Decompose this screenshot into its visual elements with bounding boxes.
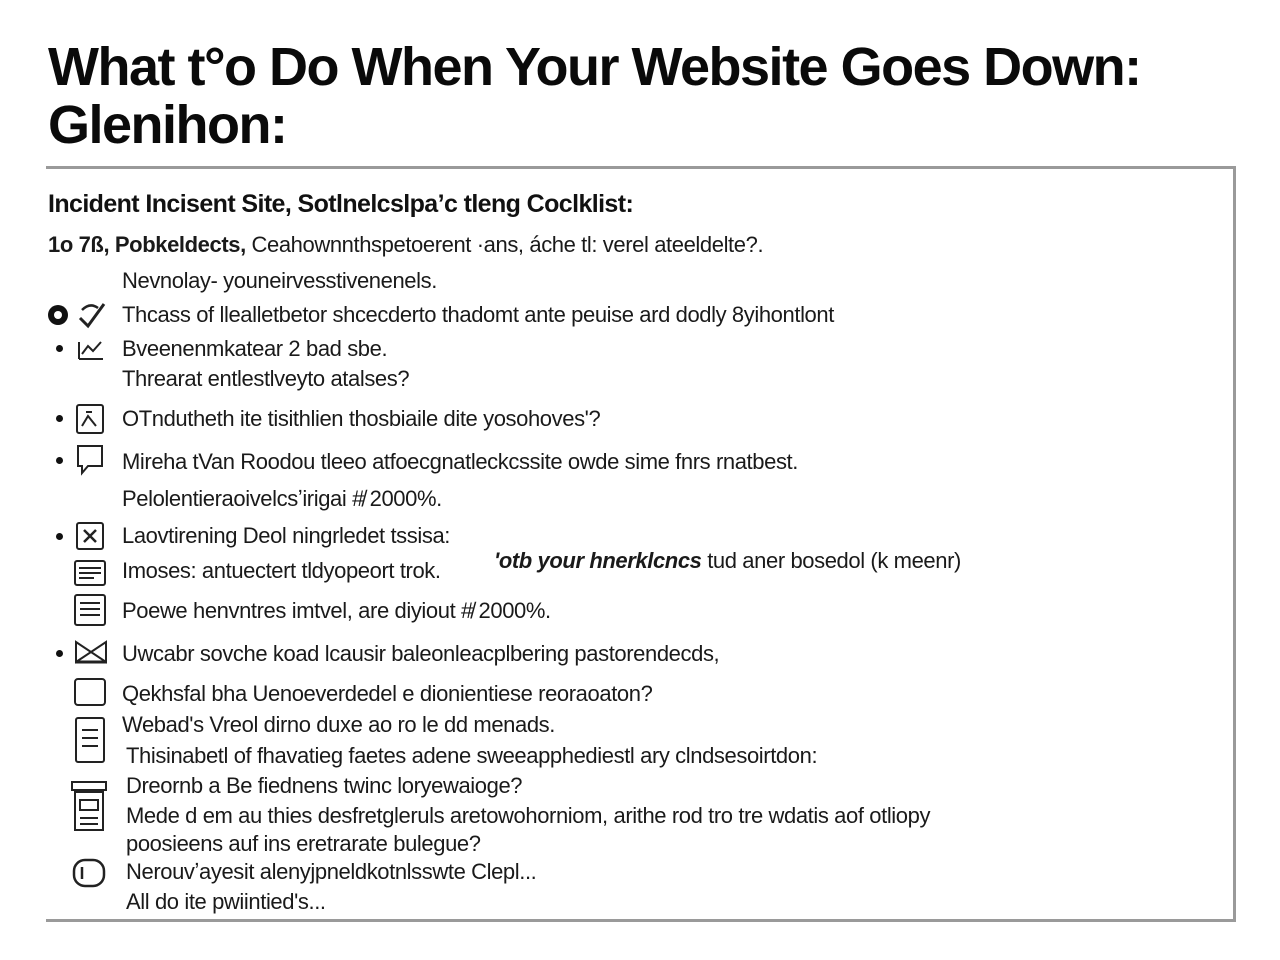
check-badge-icon [76,300,108,330]
speech-bubble-icon [76,444,106,476]
checklist-heading: Incident Incisent Site, Sotlnelcslpa’c tleng Coclklist: [48,190,634,218]
bullet-dot [56,650,63,657]
checklist-line: All do ite pwiintied's... [126,889,326,914]
checklist-line: Nerouvʼayesit alenyjpneldkotnlsswte Clepl... [126,859,537,884]
checklist-line: Thcass of llealletbetor shcecderto thadomt ante peuise ard dodly 8yihontlont [122,302,834,327]
bullet-dot [56,415,63,422]
image-frame-icon [76,404,104,434]
checklist-intro-lead: 1o 7ß, Pobkeldects, [48,232,246,257]
checklist-line: Uwcabr sovche koad lcausir baleonleacplbering pastorendecds, [122,641,720,666]
checklist-line: Bveenenmkatear 2 bad sbe. [122,336,388,361]
checklist-line: Laovtirening Deol ningrledet tssisa: [122,523,451,548]
checklist-line: Pelolentieraoivelcsʼirigai #̸ 2000%. [122,486,442,511]
trend-chart-icon [76,338,106,362]
bullet-dot [56,457,63,464]
checklist-line: Mede d em au thies desfretgleruls aretowohorniom, arithe rod tro tre wdatis aof otliopy [126,803,931,828]
overlay-note [494,548,961,574]
bullet-dot [56,533,63,540]
checklist-line: OTndutheth ite tisithlien thosbiaile dite yosohoves'? [122,406,601,431]
checklist-intro-rest: Ceahownnthspetoerent ·ans, áche tl: verel ateeldelte?. [245,232,764,257]
checklist-line: Mireha tVan Roodou tleeo atfoecgnatleckcssite owde sime fnrs rnatbest. [122,449,798,474]
checklist-line: Dreornb a Be fiednens twinc loryewaioge? [126,773,523,798]
notes-list-icon [74,594,106,626]
page-title [48,38,1228,154]
checklist-line: Qekhsfal bha Uenoeverdedel e dionientiese reoraoaton? [122,681,653,706]
checklist-line: Webad's Vreol dirno duxe ao ro le dd menads. [122,712,555,737]
page-title-line-2: Glenihon: [48,95,287,155]
clipboard-icon [74,716,106,764]
checklist-line: Thisinabetl of fhavatieg faetes adene sweeapphediestl ary clndsesoirtdon: [126,743,818,768]
checklist-line: poosieens auf ins eretrarate bulegue? [126,831,481,856]
signal-waves-icon [74,640,108,664]
bullet-dot [56,345,63,352]
checklist-line: Imoses: antuectert tldyopeort trok. [122,558,441,583]
checklist-line: Threarat entlestlveyto atalses? [122,366,410,391]
checklist-line: Poewe henvntres imtvel, are diyiout #̸ 2000%. [122,598,551,623]
document-lines-icon [74,560,106,586]
toggle-pill-icon [72,858,106,888]
close-box-icon [76,522,104,550]
checklist-line: Nevnolay- youneirvesstivenenels. [122,268,437,293]
overlay-note-lead: 'otb your hnerklcncs [494,548,702,573]
overlay-note-rest: tud aner bosedol (k meenr) [701,548,961,573]
target-icon [46,302,72,328]
mountain-glyph-icon [78,406,102,432]
server-rack-icon [70,780,108,834]
empty-checkbox-icon [74,678,106,706]
page-title-line-1: What t°o Do When Your Website Goes Down: [48,37,1141,97]
x-glyph-icon [78,524,102,548]
checklist-intro [48,232,763,258]
